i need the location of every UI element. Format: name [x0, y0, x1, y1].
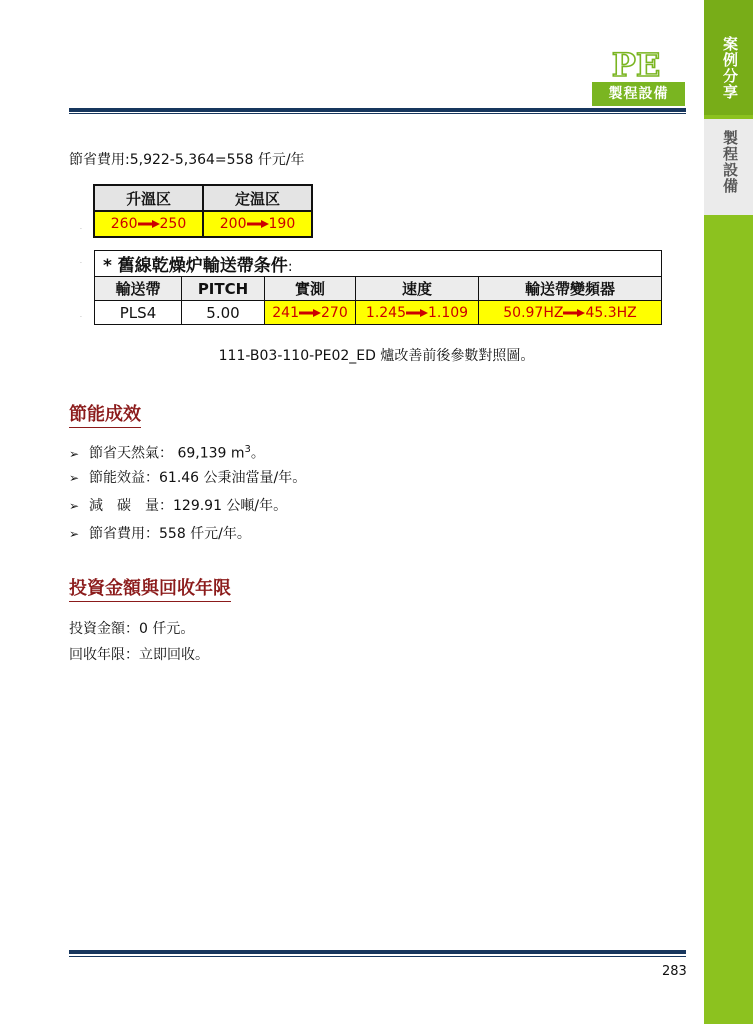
temp-to: 250	[159, 216, 187, 232]
footer-rule	[69, 950, 686, 954]
figure-caption: 111-B03-110-PE02_ED 爐改善前後參數對照圖。	[218, 348, 535, 364]
cell-pitch: 5.00	[182, 301, 265, 325]
list-item	[69, 436, 306, 464]
list-item-tail: 。	[250, 445, 265, 462]
cell-conveyor-name: PLS4	[95, 301, 182, 325]
side-tab-case-sharing-label: 案例分享	[721, 36, 739, 100]
temp-value-constant	[203, 211, 312, 237]
section-heading: 節能成效	[69, 404, 141, 428]
payback-period: 回收年限：立即回收。	[69, 647, 209, 663]
temp-header-ramp: 升溫区	[94, 185, 203, 211]
cell-speed	[356, 301, 479, 325]
col-header-measured: 實測	[265, 277, 356, 301]
header-rule-thin	[69, 113, 686, 114]
temp-from: 200	[219, 216, 247, 232]
bullet-dot: .	[80, 312, 82, 319]
arrow-right-icon	[563, 309, 585, 317]
list-item	[69, 492, 306, 520]
cell-inverter	[479, 301, 662, 325]
speed-from: 1.245	[365, 304, 406, 321]
speed-to: 1.109	[428, 304, 469, 321]
energy-savings-list	[69, 436, 306, 548]
pe-logo	[600, 48, 672, 80]
temp-from: 260	[110, 216, 138, 232]
section-energy-savings	[69, 400, 141, 426]
temp-value-ramp	[94, 211, 203, 237]
bullet-dot: .	[80, 258, 82, 265]
conveyor-title-suffix: :	[287, 259, 293, 275]
col-header-conveyor: 輸送帶	[95, 277, 182, 301]
temperature-table	[93, 184, 313, 238]
temp-to: 190	[268, 216, 296, 232]
arrow-right-icon	[406, 309, 428, 317]
superscript: 3	[244, 444, 251, 455]
investment-lines	[69, 616, 209, 668]
measured-from: 241	[272, 304, 299, 321]
conveyor-title-text: * 舊線乾燥炉輸送帶条件	[103, 256, 288, 276]
arrow-right-icon	[299, 309, 321, 317]
arrow-bullet-icon: ➢	[69, 471, 80, 485]
page-number: 283	[662, 964, 687, 979]
list-item-text: 減 碳 量：129.91 公噸/年。	[89, 498, 288, 514]
temp-header-constant: 定温区	[203, 185, 312, 211]
list-item-text: 節省天然氣： 69,139 m	[89, 445, 245, 462]
arrow-bullet-icon: ➢	[69, 446, 80, 461]
footer-rule-thin	[69, 956, 686, 957]
arrow-right-icon	[138, 220, 160, 228]
list-item	[69, 520, 306, 548]
section-heading: 投資金額與回收年限	[69, 578, 231, 602]
col-header-inverter: 輸送帶變頻器	[479, 277, 662, 301]
conveyor-table	[94, 250, 662, 325]
section-label-badge: 製程設備	[592, 82, 685, 106]
col-header-pitch: PITCH	[182, 277, 265, 301]
arrow-bullet-icon: ➢	[69, 499, 80, 513]
conveyor-table-title	[95, 251, 662, 277]
list-item-text: 節能效益：61.46 公秉油當量/年。	[89, 470, 307, 486]
col-header-speed: 速度	[356, 277, 479, 301]
table-row	[95, 301, 662, 325]
bullet-dot: .	[80, 224, 82, 231]
savings-line: 節省費用:5,922-5,364=558 仟元/年	[69, 152, 305, 168]
investment-amount: 投資金額：0 仟元。	[69, 621, 195, 637]
header-rule	[69, 108, 686, 112]
section-investment	[69, 574, 231, 600]
svg-text:PE: PE	[611, 48, 661, 80]
side-tab-process-equipment-label: 製程設備	[721, 130, 739, 194]
inverter-from: 50.97HZ	[503, 304, 564, 321]
arrow-bullet-icon: ➢	[69, 527, 80, 541]
list-item-text: 節省費用：558 仟元/年。	[89, 526, 251, 542]
inverter-to: 45.3HZ	[585, 304, 637, 321]
measured-to: 270	[321, 304, 348, 321]
cell-measured	[265, 301, 356, 325]
arrow-right-icon	[247, 220, 269, 228]
list-item	[69, 464, 306, 492]
